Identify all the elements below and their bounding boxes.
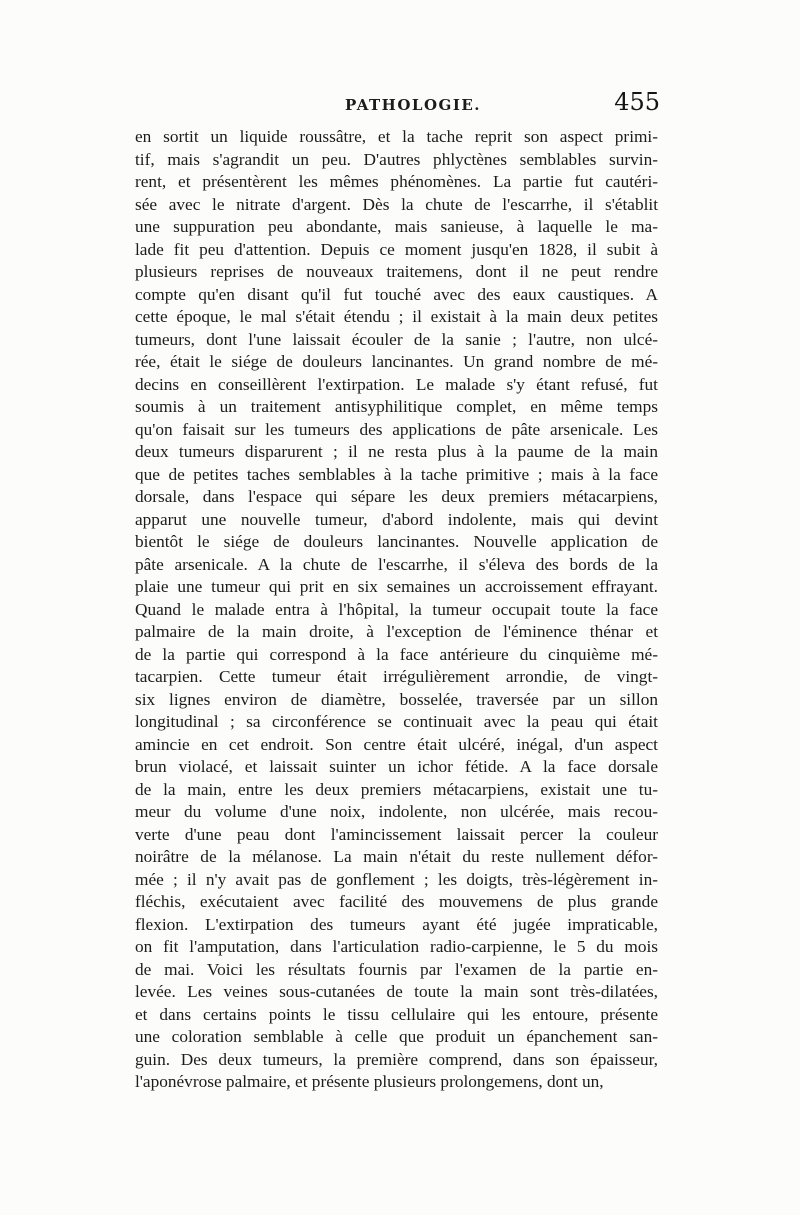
text-line: mée ; il n'y avait pas de gonflement ; les doigts, très-légèrement in- — [135, 869, 658, 889]
text-line: palmaire de la main droite, à l'exception de l'éminence thénar et — [135, 622, 658, 641]
text-line: une suppuration peu abondante, mais sanieuse, à laquelle le ma- — [135, 217, 658, 236]
text-line: dorsale, dans l'espace qui sépare les deux premiers métacarpiens, — [135, 487, 658, 506]
text-line: on fit l'amputation, dans l'articulation radio-carpienne, le 5 du mois — [135, 937, 658, 956]
running-title: PATHOLOGIE. — [345, 96, 482, 114]
text-line: Quand le malade entra à l'hôpital, la tumeur occupait toute la face — [135, 599, 658, 619]
text-line: en sortit un liquide roussâtre, et la tache reprit son aspect primi- — [135, 127, 658, 146]
text-line: tacarpien. Cette tumeur était irrégulièrement arrondie, de vingt- — [135, 667, 658, 686]
text-line: fléchis, exécutaient avec facilité des mouvemens de plus grande — [135, 892, 658, 911]
text-line: decins en conseillèrent l'extirpation. Le malade s'y étant refusé, fut — [135, 374, 658, 394]
text-line: brun violacé, et laissait suinter un ichor fétide. A la face dorsale — [135, 757, 658, 776]
text-line: soumis à un traitement antisyphilitique complet, en même temps — [135, 397, 658, 416]
text-line: levée. Les veines sous-cutanées de toute la main sont très-dilatées, — [135, 982, 658, 1001]
text-line: noirâtre de la mélanose. La main n'était du reste nullement défor- — [135, 847, 658, 866]
text-line: qu'on faisait sur les tumeurs des applications de pâte arsenicale. Les — [135, 419, 658, 439]
text-line: sée avec le nitrate d'argent. Dès la chute de l'escarrhe, il s'établit — [135, 194, 658, 214]
text-line: plaie une tumeur qui prit en six semaines un accroissement effrayant. — [135, 577, 658, 596]
text-line: de la main, entre les deux premiers métacarpiens, existait une tu- — [135, 779, 658, 799]
text-line: longitudinal ; sa circonférence se continuait avec la peau qui était — [135, 712, 658, 731]
text-line: tif, mais s'agrandit un peu. D'autres phlyctènes semblables survin- — [135, 149, 658, 169]
text-line: six lignes environ de diamètre, bosselée, traversée par un sillon — [135, 689, 658, 709]
text-line: l'aponévrose palmaire, et présente plusieurs prolongemens, dont un, — [135, 1072, 604, 1091]
text-line: verte d'une peau dont l'amincissement laissait percer la couleur — [135, 824, 658, 844]
page-number: 455 — [614, 88, 660, 116]
text-line: cette époque, le mal s'était étendu ; il existait à la main deux petites — [135, 307, 658, 326]
text-line: lade fit peu d'attention. Depuis ce moment jusqu'en 1828, il subit à — [135, 239, 658, 259]
text-line: plusieurs reprises de nouveaux traitemens, dont il ne peut rendre — [135, 262, 658, 281]
text-line: que de petites taches semblables à la tache primitive ; mais à la face — [135, 464, 658, 484]
text-line: rent, et présentèrent les mêmes phénomènes. La partie fut cautéri- — [135, 172, 658, 191]
text-line: rée, était le siége de douleurs lancinantes. Un grand nombre de mé- — [135, 352, 658, 371]
text-line: de mai. Voici les résultats fournis par l'examen de la partie en- — [135, 959, 658, 979]
text-line: pâte arsenicale. A la chute de l'escarrhe, il s'éleva des bords de la — [135, 554, 658, 574]
text-line: bientôt le siége de douleurs lancinantes. Nouvelle application de — [135, 532, 658, 551]
text-line: flexion. L'extirpation des tumeurs ayant été jugée impraticable, — [135, 914, 658, 934]
text-line: meur du volume d'une noix, indolente, non ulcérée, mais recou- — [135, 802, 658, 821]
body-text — [135, 126, 658, 1094]
text-line: une coloration semblable à celle que produit un épanchement san- — [135, 1027, 658, 1046]
text-line: compte qu'en disant qu'il fut touché avec des eaux caustiques. A — [135, 284, 658, 304]
text-line: amincie en cet endroit. Son centre était ulcéré, inégal, d'un aspect — [135, 734, 658, 754]
text-line: deux tumeurs disparurent ; il ne resta plus à la paume de la main — [135, 442, 658, 461]
text-line: guin. Des deux tumeurs, la première comprend, dans son épaisseur, — [135, 1049, 658, 1069]
text-line: tumeurs, dont l'une laissait écouler de la sanie ; l'autre, non ulcé- — [135, 329, 658, 349]
running-header — [135, 90, 660, 124]
text-line: et dans certains points le tissu cellulaire qui les entoure, présente — [135, 1004, 658, 1024]
text-line: apparut une nouvelle tumeur, d'abord indolente, mais qui devint — [135, 509, 658, 529]
text-line: de la partie qui correspond à la face antérieure du cinquième mé- — [135, 644, 658, 664]
